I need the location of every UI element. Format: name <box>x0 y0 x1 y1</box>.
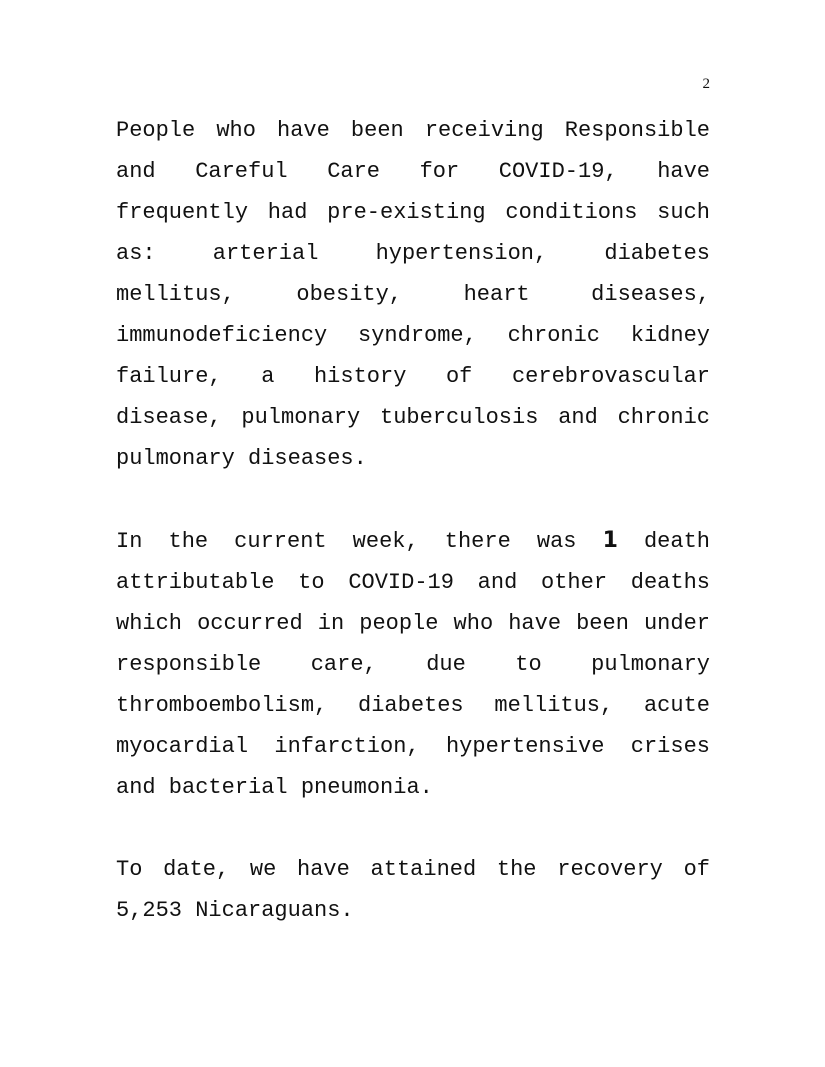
page-number: 2 <box>702 76 710 92</box>
weekly-deaths-text-after: death attributable to COVID-19 and other deaths which occurred in people who have been under responsible care, due to pulmonary thromboembolism, diabetes mellitus, acute myocardial infarction, hypertensive crises and bacterial pneumonia. <box>116 529 710 800</box>
weekly-deaths-text-before: In the current week, there was <box>116 529 577 554</box>
weekly-death-count: 1 <box>602 528 618 553</box>
document-body <box>116 110 710 972</box>
paragraph-weekly-deaths <box>116 520 710 808</box>
paragraph-recovery-total: To date, we have attained the recovery of 5,253 Nicaraguans. <box>116 857 710 923</box>
paragraph-preexisting-conditions: People who have been receiving Responsible and Careful Care for COVID-19, have frequently had pre-existing conditions such as: arterial hypertension, diabetes mellitus, obesity, heart diseases, immunodeficiency syndrome, chronic kidney failure, a history of cerebrovascular disease, pulmonary tuberculosis and chronic pulmonary diseases. <box>116 118 710 471</box>
